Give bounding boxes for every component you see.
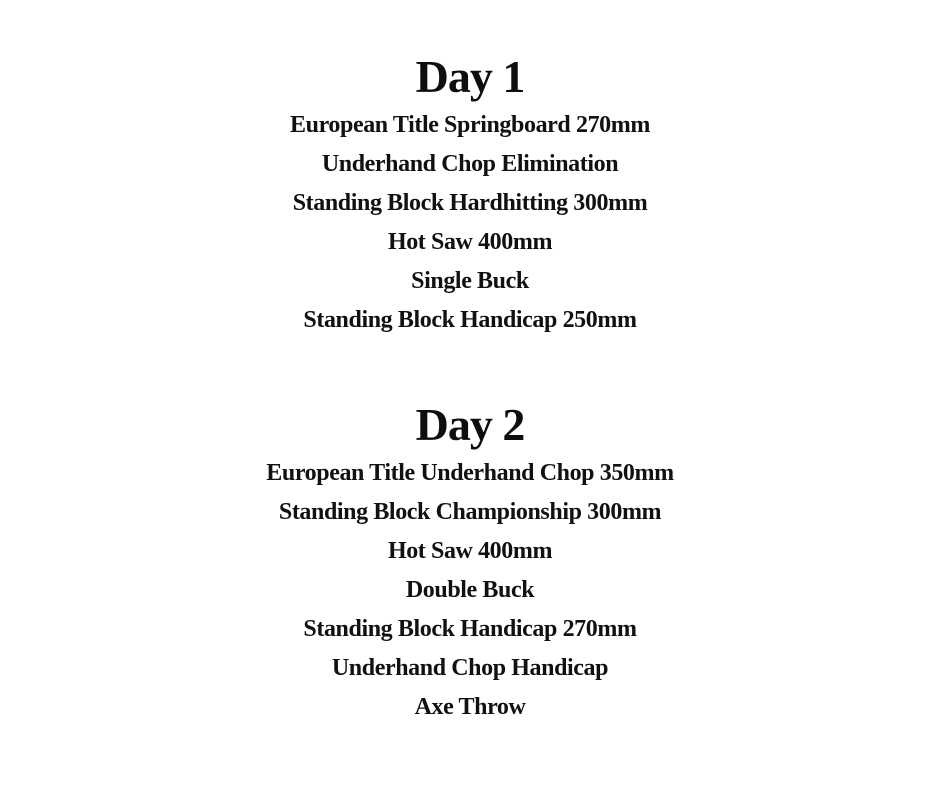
day-1-event-list [0,106,940,340]
event-item: Hot Saw 400mm [387,229,553,255]
event-item: Single Buck [411,268,529,294]
event-item: Double Buck [405,577,535,603]
event-item: Standing Block Handicap 250mm [303,307,637,333]
event-item: Standing Block Handicap 270mm [303,616,637,642]
event-item: Underhand Chop Handicap [331,655,609,681]
event-item: Standing Block Hardhitting 300mm [292,190,648,216]
day-2-section [0,396,940,727]
day-2-title: Day 2 [415,399,525,450]
day-1-section [0,48,940,340]
event-item: European Title Springboard 270mm [290,112,650,138]
day-2-event-list [0,454,940,727]
event-item: European Title Underhand Chop 350mm [266,460,674,486]
event-item: Underhand Chop Elimination [321,151,619,177]
day-1-title: Day 1 [415,51,525,102]
event-item: Axe Throw [414,694,526,720]
event-item: Hot Saw 400mm [387,538,553,564]
event-item: Standing Block Championship 300mm [278,499,662,525]
